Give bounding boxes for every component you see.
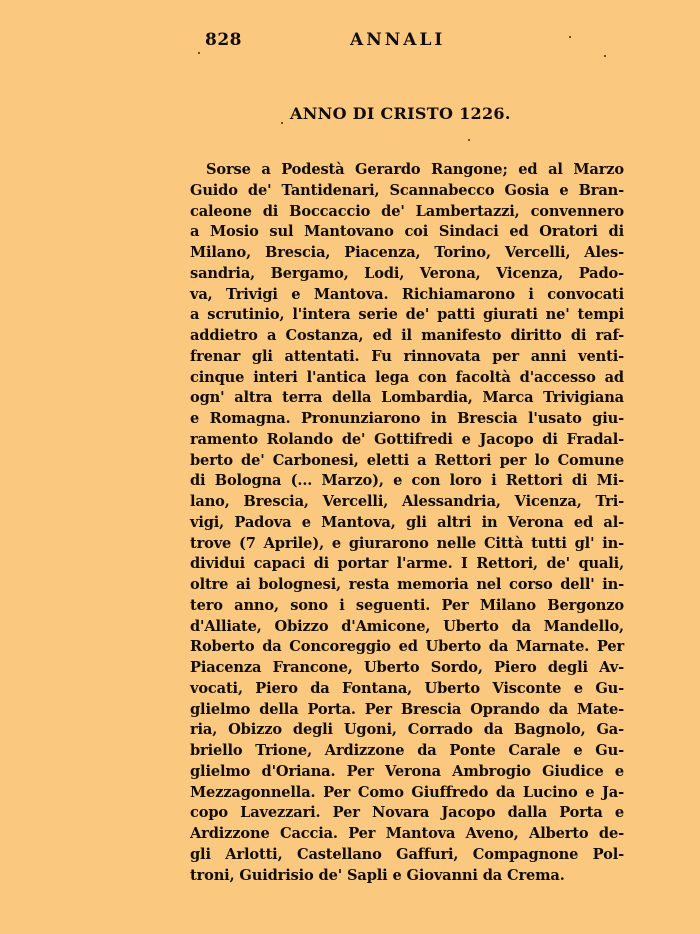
text-line: frenar gli attentati. Fu rinnovata per anni venti- — [190, 347, 624, 365]
body-text — [190, 160, 624, 886]
text-line: Guido de' Tantidenari, Scannabecco Gosia e Bran- — [190, 181, 624, 199]
text-line: berto de' Carbonesi, eletti a Rettori per lo Comune — [190, 451, 624, 469]
text-line: di Bologna (... Marzo), e con loro i Rettori di Mi- — [190, 472, 624, 490]
text-line: Mezzagonnella. Per Como Giuffredo da Lucino e Ja- — [190, 783, 624, 801]
text-line: cinque interi l'antica lega con facoltà d'accesso ad — [190, 368, 624, 386]
text-line: a scrutinio, l'intera serie de' patti giurati ne' tempi — [190, 306, 624, 324]
text-line: copo Lavezzari. Per Novara Jacopo dalla Porta e — [190, 804, 624, 822]
text-line: ramento Rolando de' Gottifredi e Jacopo di Fradal- — [190, 430, 624, 448]
text-line: addietro a Costanza, ed il manifesto diritto di raf- — [190, 327, 624, 344]
text-line: ria, Obizzo degli Ugoni, Corrado da Bagnolo, Ga- — [190, 721, 624, 739]
ink-speck — [281, 122, 283, 124]
text-line: Ardizzone Caccia. Per Mantova Aveno, Alberto de- — [190, 825, 624, 842]
text-line: d'Alliate, Obizzo d'Amicone, Uberto da Mandello, — [190, 617, 624, 635]
text-line: Roberto da Concoreggio ed Uberto da Marnate. Per — [190, 638, 624, 656]
text-line: glielmo della Porta. Per Brescia Oprando da Mate- — [190, 700, 624, 718]
text-line: ogn' altra terra della Lombardia, Marca Trivigiana — [190, 389, 624, 407]
text-line: troni, Guidrisio de' Sapli e Giovanni da Crema. — [190, 866, 565, 884]
text-line: caleone di Boccaccio de' Lambertazzi, convennero — [190, 202, 624, 220]
ink-speck — [569, 36, 571, 38]
text-line: e Romagna. Pronunziarono in Brescia l'usato giu- — [190, 410, 624, 427]
text-line: glielmo d'Oriana. Per Verona Ambrogio Giudice e — [190, 762, 624, 780]
ink-speck — [468, 139, 470, 141]
year-heading: ANNO DI CRISTO 1226. — [290, 104, 511, 123]
text-line: lano, Brescia, Vercelli, Alessandria, Vicenza, Tri- — [190, 493, 624, 510]
running-head — [205, 30, 625, 52]
text-line: dividui capaci di portar l'arme. I Rettori, de' quali, — [190, 555, 624, 573]
ink-speck — [198, 52, 200, 54]
ink-speck — [604, 55, 606, 57]
text-line: vocati, Piero da Fontana, Uberto Visconte e Gu- — [190, 679, 624, 697]
text-line: oltre ai bolognesi, resta memoria nel corso dell' in- — [190, 576, 624, 593]
text-line: Piacenza Francone, Uberto Sordo, Piero degli Av- — [190, 659, 624, 676]
text-line: Milano, Brescia, Piacenza, Torino, Vercelli, Ales- — [190, 244, 624, 261]
text-line: vigi, Padova e Mantova, gli altri in Verona ed al- — [190, 513, 624, 531]
text-line: Sorse a Podestà Gerardo Rangone; ed al Marzo — [206, 161, 624, 178]
text-line: tero anno, sono i seguenti. Per Milano Bergonzo — [190, 596, 624, 614]
text-line: va, Trivigi e Mantova. Richiamarono i convocati — [190, 285, 624, 303]
text-line: gli Arlotti, Castellano Gaffuri, Compagnone Pol- — [190, 845, 624, 863]
text-line: briello Trione, Ardizzone da Ponte Carale e Gu- — [190, 742, 624, 759]
text-line: a Mosio sul Mantovano coi Sindaci ed Oratori di — [190, 223, 624, 241]
page-number: 828 — [205, 30, 242, 50]
text-line: sandria, Bergamo, Lodi, Verona, Vicenza, Pado- — [190, 264, 624, 282]
text-line: trove (7 Aprile), e giurarono nelle Città tutti gl' in- — [190, 534, 624, 552]
running-title: ANNALI — [350, 30, 446, 50]
